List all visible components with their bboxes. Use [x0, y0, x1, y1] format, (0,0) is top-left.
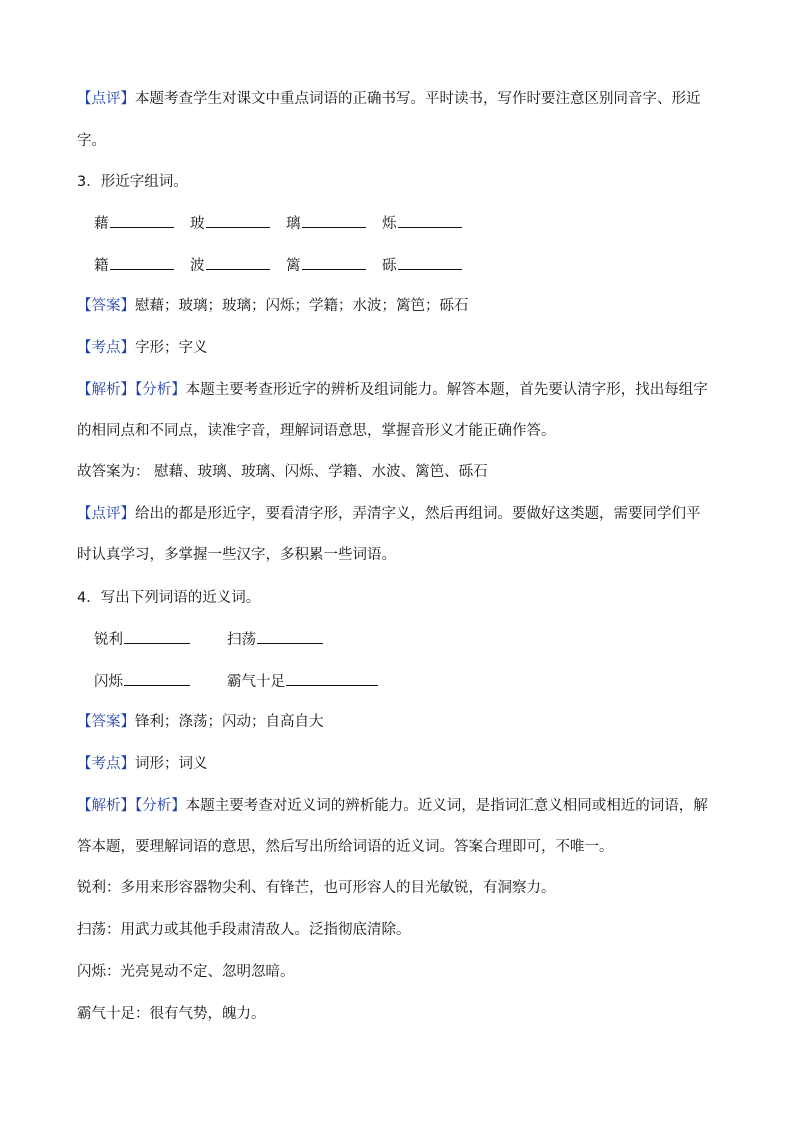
q2-review-line-2: [77, 131, 106, 151]
fill-blank[interactable]: [257, 629, 323, 644]
q3-item-4: [382, 213, 462, 234]
fill-blank[interactable]: [302, 213, 366, 228]
q4-analysis-line-2: 答本题，要理解词语的意思，然后写出所给词语的近义词。答案合理即可，不唯一。: [77, 839, 614, 855]
q3-char: 璃: [286, 216, 301, 232]
q4-definition-1: 锐利：多用来形容器物尖利、有锋芒，也可形容人的目光敏锐，有洞察力。: [77, 880, 556, 896]
point-tag: 【考点】: [77, 340, 135, 356]
q3-review-text-1: 给出的都是形近字，要看清字形，弄清字义，然后再组词。要做好这类题，需要同学们平: [135, 506, 701, 522]
q3-item-7: [286, 255, 366, 276]
q4-item-2: [227, 629, 323, 650]
q3-char: 烁: [382, 216, 397, 232]
q3-item-1: [94, 213, 174, 234]
q3-item-2: [190, 213, 270, 234]
q4-definition-4: 霸气十足：很有气势，魄力。: [77, 1006, 266, 1022]
q3-analysis-text-1: 本题主要考查形近字的辨析及组词能力。解答本题，首先要认清字形，找出每组字: [185, 382, 708, 398]
q2-review-text-2: 字。: [77, 133, 106, 149]
fill-blank[interactable]: [110, 255, 174, 270]
q4-definition-2: 扫荡：用武力或其他手段肃清敌人。泛指彻底清除。: [77, 922, 411, 938]
q4-analysis-text-1: 本题主要考查对近义词的辨析能力。近义词，是指词汇意义相同或相近的词语，解: [185, 798, 708, 814]
q3-item-3: [286, 213, 366, 234]
q3-char: 篱: [286, 258, 301, 274]
q3-analysis-line-2: 的相同点和不同点，读准字音，理解词语意思，掌握音形义才能正确作答。: [77, 423, 556, 439]
q3-item-5: [94, 255, 174, 276]
review-tag: 【点评】: [77, 506, 135, 522]
fill-blank[interactable]: [110, 213, 174, 228]
q3-review-line-1: [77, 504, 701, 524]
q3-char: 砾: [382, 258, 397, 274]
q4-word: 闪烁: [94, 674, 123, 690]
q3-review-line-2: 时认真学习，多掌握一些汉字，多积累一些词语。: [77, 547, 396, 563]
answer-tag: 【答案】: [77, 714, 135, 730]
fill-blank[interactable]: [398, 213, 462, 228]
q3-point: [77, 338, 208, 358]
q4-item-3: [94, 671, 190, 692]
q3-char: 籍: [94, 258, 109, 274]
q3-analysis-line-1: [77, 380, 708, 400]
q4-word: 扫荡: [227, 632, 256, 648]
fill-blank[interactable]: [398, 255, 462, 270]
q3-char: 玻: [190, 216, 205, 232]
q2-review-text-1: 本题考查学生对课文中重点词语的正确书写。平时读书，写作时要注意区别同音字、形近: [135, 91, 701, 107]
fill-blank[interactable]: [286, 671, 378, 686]
fill-blank[interactable]: [206, 213, 270, 228]
q4-answer-text: 锋利；涤荡；闪动；自高自大: [135, 714, 324, 730]
q2-review-line-1: [77, 89, 701, 109]
q3-char: 波: [190, 258, 205, 274]
q4-analysis-line-1: [77, 796, 708, 816]
q4-item-1: [94, 629, 190, 650]
q4-item-4: [227, 671, 378, 692]
q3-answer-text: 慰藉；玻璃；玻璃；闪烁；学籍；水波；篱笆；砾石: [135, 298, 469, 314]
q3-item-8: [382, 255, 462, 276]
q4-point: [77, 754, 208, 774]
q3-item-6: [190, 255, 270, 276]
fill-blank[interactable]: [302, 255, 366, 270]
q3-point-text: 字形；字义: [135, 340, 208, 356]
q4-point-text: 词形；词义: [135, 756, 208, 772]
q4-answer: [77, 712, 324, 732]
point-tag: 【考点】: [77, 756, 135, 772]
fill-blank[interactable]: [124, 671, 190, 686]
review-tag: 【点评】: [77, 91, 135, 107]
q4-title: 4．写出下列词语的近义词。: [77, 590, 261, 606]
q3-title: 3．形近字组词。: [77, 174, 188, 190]
q4-word: 霸气十足: [227, 674, 285, 690]
q3-answer: [77, 296, 469, 316]
q3-char: 藉: [94, 216, 109, 232]
q3-result: 故答案为： 慰藉、玻璃、玻璃、闪烁、学籍、水波、篱笆、砾石: [77, 464, 488, 480]
analysis-tag: 【解析】【分析】: [77, 798, 186, 814]
q4-definition-3: 闪烁：光亮晃动不定、忽明忽暗。: [77, 964, 295, 980]
answer-tag: 【答案】: [77, 298, 135, 314]
analysis-tag: 【解析】【分析】: [77, 382, 186, 398]
q4-word: 锐利: [94, 632, 123, 648]
fill-blank[interactable]: [124, 629, 190, 644]
fill-blank[interactable]: [206, 255, 270, 270]
